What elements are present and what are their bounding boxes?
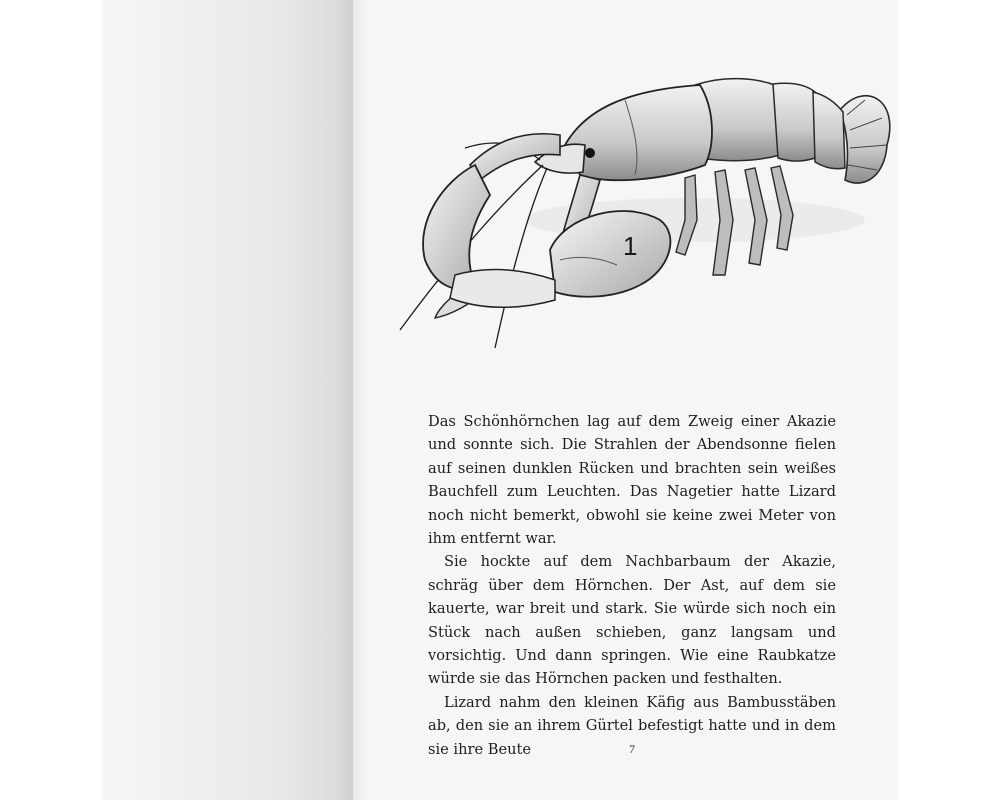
left-page: [102, 0, 353, 800]
illustration-label: 1: [623, 231, 638, 261]
paragraph: Sie hockte auf dem Nachbarbaum der Akazie, schräg über dem Hörnchen. Der Ast, auf dem sie kauerte, war breit und stark. Sie würde sich noch ein Stück nach außen schieben, ganz langsam und vorsichtig. Und dann springen. Wie eine Raubkatze würde sie das Hörnchen packen und festhalten.: [428, 553, 836, 688]
carapace: [565, 85, 712, 180]
tail-fan: [840, 96, 890, 183]
lobster-illustration: [395, 70, 895, 355]
paragraph: Das Schönhörnchen lag auf dem Zweig einer Akazie und sonnte sich. Die Strahlen der Abendsonne fielen auf seinen dunklen Rücken und brachten sein weißes Bauchfell zum Leuchten. Das Nagetier hatte Lizard noch nicht bemerkt, obwohl sie keine zwei Meter von ihm entfernt war.: [428, 413, 836, 548]
gutter-shadow: [353, 0, 367, 800]
paragraph: Lizard nahm den kleinen Käfig aus Bambusstäben ab, den sie an ihrem Gürtel befestigt hatte und in dem sie ihre Beute: [428, 693, 836, 758]
eye: [585, 148, 595, 158]
abdomen: [695, 79, 845, 169]
page-number: 7: [629, 742, 635, 756]
body-text: [428, 410, 836, 761]
